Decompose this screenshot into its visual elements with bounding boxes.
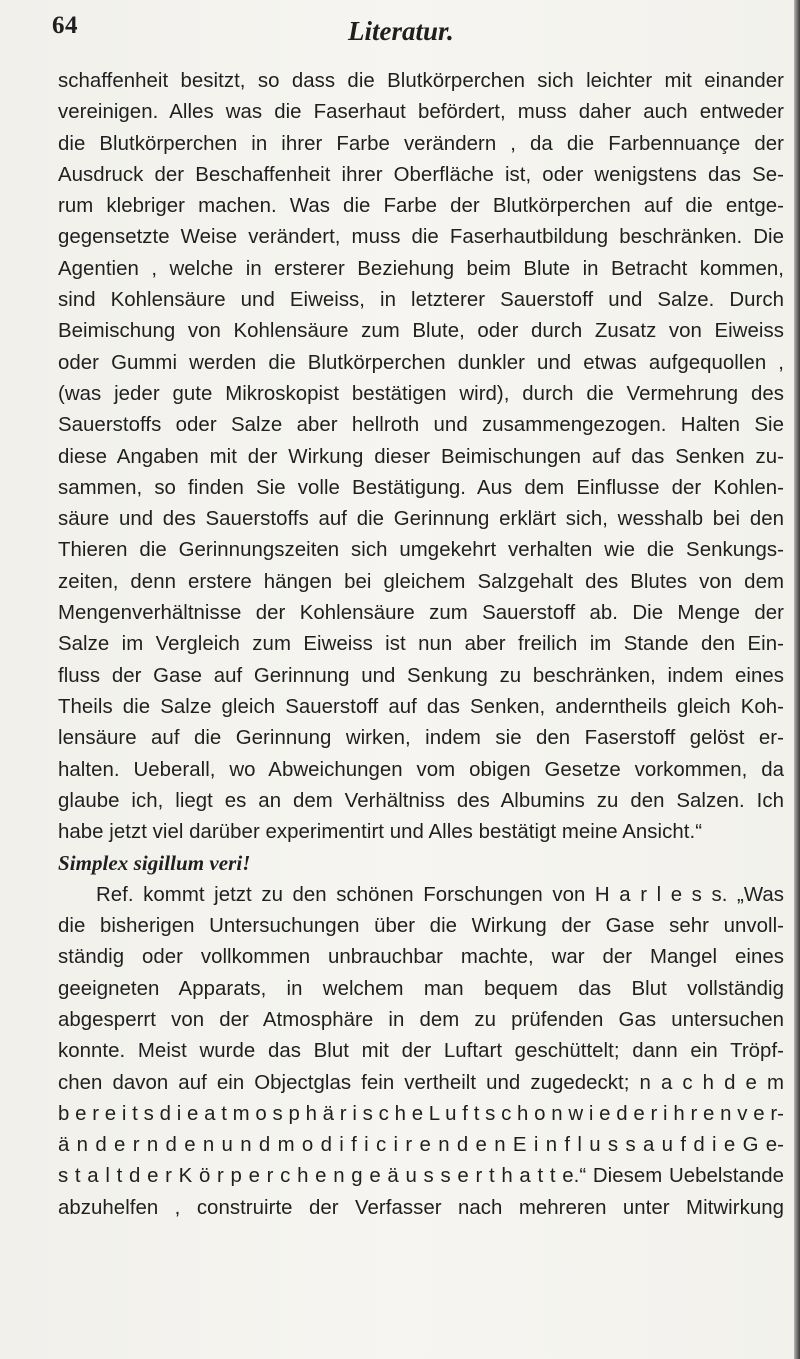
text-line: diese Angaben mit der Wirkung dieser Beimischungen auf das Senken zu-: [58, 445, 784, 468]
text-line: Thieren die Gerinnungszeiten sich umgekehrt verhalten wie die Senkungs-: [58, 539, 784, 562]
text-line: halten. Ueberall, wo Abweichungen vom obigen Gesetze vorkommen, da: [58, 758, 784, 781]
page-header: [44, 6, 784, 56]
text-line: geeigneten Apparats, in welchem man bequem das Blut vollständig: [58, 977, 784, 1000]
text-line: Mengenverhältnisse der Kohlensäure zum Sauerstoff ab. Die Menge der: [58, 602, 784, 625]
text-line: (was jeder gute Mikroskopist bestätigen wird), durch die Vermehrung des: [58, 382, 784, 405]
text-line: gegensetzte Weise verändert, muss die Faserhautbildung beschränken. Die: [58, 226, 784, 249]
text-line: lensäure auf die Gerinnung wirken, indem sie den Faserstoff gelöst er-: [58, 727, 784, 750]
text-line: ä n d e r n d e n u n d m o d i f i c i r e n d e n E i n f l u s s a u f d i e G e-: [58, 1134, 784, 1157]
text-line: konnte. Meist wurde das Blut mit der Luftart geschüttelt; dann ein Tröpf-: [58, 1040, 784, 1063]
running-title: Literatur.: [348, 16, 454, 46]
text-line: s t a l t d e r K ö r p e r c h e n g e ä u s s e r t h a t t e.“ Diesem Uebelstande: [58, 1165, 784, 1188]
text-line: Beimischung von Kohlensäure zum Blute, oder durch Zusatz von Eiweiss: [58, 320, 784, 343]
page-number: 64: [52, 12, 78, 39]
text-line: vereinigen. Alles was die Faserhaut befördert, muss daher auch entweder: [58, 101, 784, 124]
text-line: abzuhelfen , construirte der Verfasser nach mehreren unter Mitwirkung: [58, 1196, 784, 1219]
text-line: sind Kohlensäure und Eiweiss, in letzterer Sauerstoff und Salze. Durch: [58, 289, 784, 312]
text-line: säure und des Sauerstoffs auf die Gerinnung erklärt sich, wesshalb bei den: [58, 508, 784, 531]
text-line: rum klebriger machen. Was die Farbe der Blutkörperchen auf die entge-: [58, 195, 784, 218]
text-line: die bisherigen Untersuchungen über die Wirkung der Gase sehr unvoll-: [58, 915, 784, 938]
text-line: Ausdruck der Beschaffenheit ihrer Oberfläche ist, oder wenigstens das Se-: [58, 163, 784, 186]
text-line: b e r e i t s d i e a t m o s p h ä r i s c h e L u f t s c h o n w i e d e r i h r e n v e r-: [58, 1102, 784, 1125]
text-line: zeiten, denn erstere hängen bei gleichem Salzgehalt des Blutes von dem: [58, 570, 784, 593]
text-line: die Blutkörperchen in ihrer Farbe verändern , da die Farbennuançe der: [58, 132, 784, 155]
text-line: fluss der Gase auf Gerinnung und Senkung zu beschränken, indem eines: [58, 664, 784, 687]
text-line: Salze im Vergleich zum Eiweiss ist nun aber freilich im Stande den Ein-: [58, 633, 784, 656]
text-line: oder Gummi werden die Blutkörperchen dunkler und etwas aufgequollen ,: [58, 351, 784, 374]
text-line: schaffenheit besitzt, so dass die Blutkörperchen sich leichter mit einander: [58, 70, 784, 92]
text-line: sammen, so finden Sie volle Bestätigung. Aus dem Einflusse der Kohlen-: [58, 476, 784, 499]
text-line: habe jetzt viel darüber experimentirt und Alles bestätigt meine Ansicht.“: [58, 821, 703, 844]
text-line: Agentien , welche in ersterer Beziehung beim Blute in Betracht kommen,: [58, 257, 784, 280]
text-line: abgesperrt von der Atmosphäre in dem zu prüfenden Gas untersuchen: [58, 1008, 784, 1031]
body-text: [58, 66, 784, 1224]
text-line: Ref. kommt jetzt zu den schönen Forschungen von H a r l e s s. „Was: [96, 883, 784, 906]
text-line: Sauerstoffs oder Salze aber hellroth und zusammengezogen. Halten Sie: [58, 414, 784, 437]
italic-motto-line: Simplex sigillum veri!: [58, 851, 251, 876]
text-line: ständig oder vollkommen unbrauchbar machte, war der Mangel eines: [58, 946, 784, 969]
text-line: chen davon auf ein Objectglas fein vertheilt und zugedeckt; n a c h d e m: [58, 1071, 784, 1094]
text-line: Theils die Salze gleich Sauerstoff auf das Senken, anderntheils gleich Koh-: [58, 695, 784, 718]
text-line: glaube ich, liegt es an dem Verhältniss des Albumins zu den Salzen. Ich: [58, 789, 784, 812]
page-edge-shadow: [794, 0, 800, 1359]
